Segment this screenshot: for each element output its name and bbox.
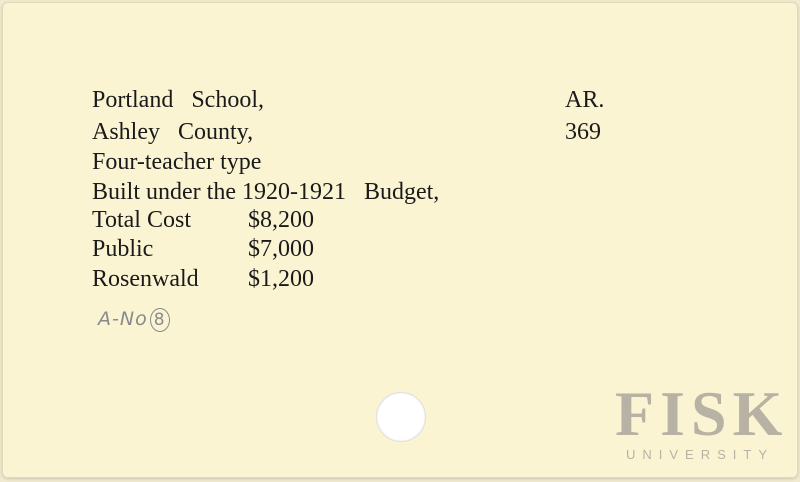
- budget-line: Built under the 1920-1921 Budget,: [92, 179, 440, 205]
- punch-hole: [376, 392, 426, 442]
- total-cost-amount: $8,200: [248, 207, 314, 233]
- rosenwald-amount: $1,200: [248, 266, 314, 292]
- index-card: [2, 2, 798, 478]
- watermark-name: FISK: [615, 378, 789, 449]
- fisk-university-watermark: [615, 378, 789, 462]
- annotation-prefix: A-No: [98, 308, 148, 330]
- school-name: Portland School,: [92, 87, 264, 113]
- county-name: Ashley County,: [92, 119, 254, 145]
- public-label: Public: [92, 236, 154, 262]
- record-number: 369: [565, 119, 601, 145]
- school-type: Four-teacher type: [92, 149, 262, 175]
- handwritten-annotation: [98, 308, 170, 332]
- public-amount: $7,000: [248, 236, 314, 262]
- rosenwald-label: Rosenwald: [92, 266, 199, 292]
- state-code: AR.: [565, 87, 605, 113]
- annotation-circled-number: 8: [150, 308, 170, 332]
- total-cost-label: Total Cost: [92, 207, 191, 233]
- watermark-subtitle: UNIVERSITY: [625, 446, 774, 462]
